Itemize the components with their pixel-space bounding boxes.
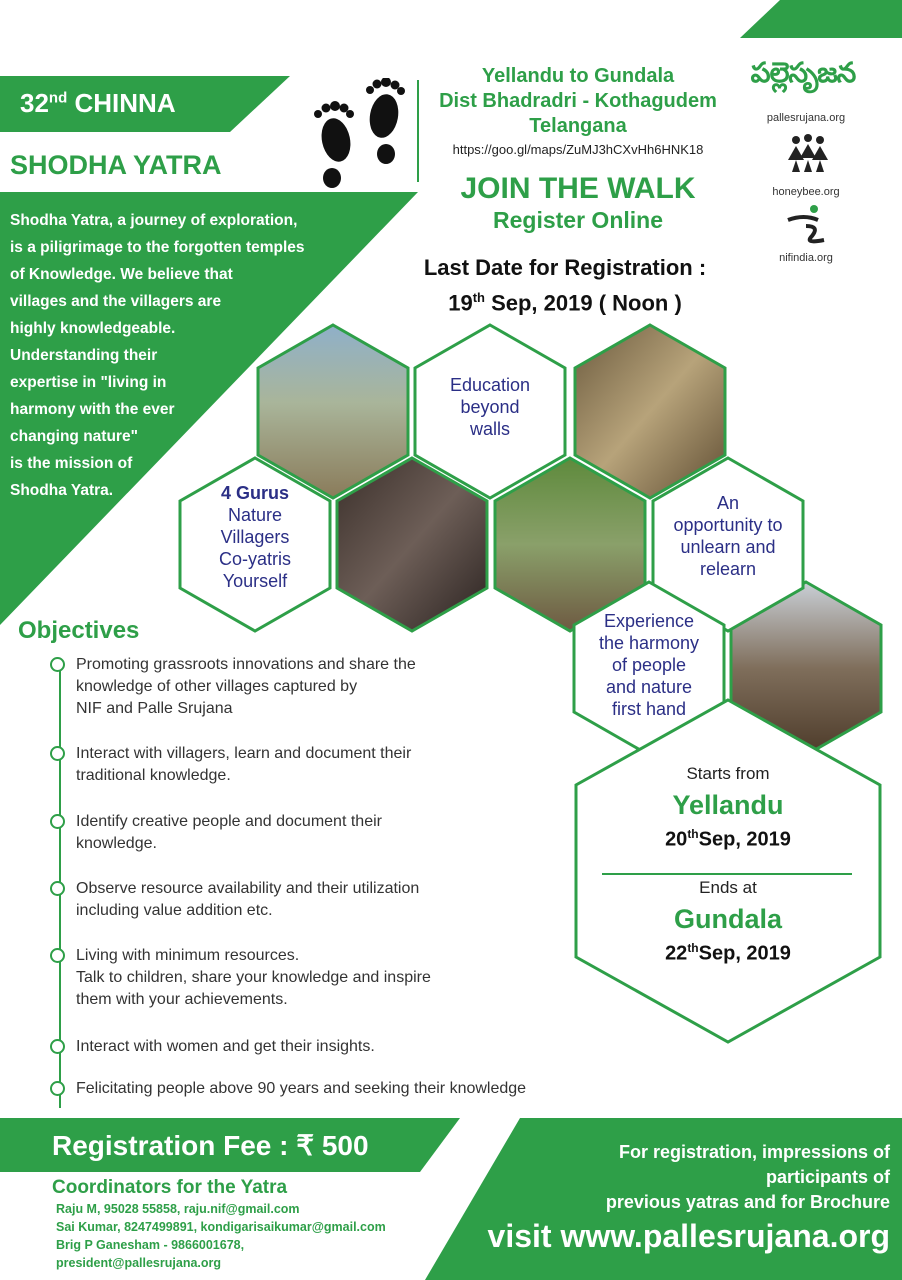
schedule [576, 748, 880, 965]
start-date [576, 827, 880, 852]
end-day: 22 [665, 942, 688, 965]
bullet-icon [50, 814, 65, 829]
edition-name: CHINNA [74, 88, 176, 118]
coordinators-list: Raju M, 95028 55858, raju.nif@gmail.com Sai Kumar, 8247499891, kondigarisaikumar@gmail.com Brig P Ganesham - 9866001678, president@pallesrujana.org [56, 1202, 386, 1270]
event-name: SHODHA YATRA [10, 150, 222, 180]
objective-item [76, 1036, 596, 1058]
gurus-list: Nature Villagers Co-yatris Yourself [218, 505, 291, 591]
hex-gurus-text [192, 482, 318, 592]
bullet-icon [50, 948, 65, 963]
hex-experience-text: Experience the harmony of people and nature first hand [598, 611, 700, 719]
objective-text: Observe resource availability and their utilization including value addition etc. [76, 880, 420, 919]
hex-unlearn-text: An opportunity to unlearn and relearn [673, 493, 783, 579]
bullet-icon [50, 1081, 65, 1096]
palle-srujana-url: pallesrujana.org [766, 112, 846, 124]
honeybee-url: honeybee.org [772, 186, 840, 198]
objective-text: Interact with villagers, learn and document their traditional knowledge. [76, 745, 412, 784]
registration-fee: Registration Fee : ₹ 500 [52, 1130, 369, 1161]
objective-item [76, 945, 596, 1011]
register-online: Register Online [493, 207, 663, 233]
objective-text: Felicitating people above 90 years and seeking their knowledge [76, 1080, 527, 1097]
bullet-icon [50, 881, 65, 896]
edition-suffix: nd [48, 89, 68, 107]
objective-item [76, 878, 596, 922]
objective-item [76, 654, 596, 720]
start-place: Yellandu [672, 790, 784, 820]
gurus-title: 4 Gurus [220, 483, 290, 503]
route-line-2: Dist Bhadradri - Kothagudem [439, 90, 717, 112]
last-date-suffix: th [472, 290, 485, 305]
objective-text: Interact with women and get their insights. [76, 1038, 375, 1055]
coordinators-title: Coordinators for the Yatra [52, 1177, 288, 1198]
route-line-1: Yellandu to Gundala [481, 65, 675, 87]
end-suffix: th [687, 940, 699, 955]
end-date [576, 941, 880, 966]
objective-text: Living with minimum resources. Talk to children, share your knowledge and inspire them with your achievements. [76, 947, 431, 1008]
intro-text: Shodha Yatra, a journey of exploration, is a piligrimage to the forgotten temples of Knowledge. We believe that villages and the villagers are highly knowledgeable. Understanding their expertise in "living in harmony with the ever changing nature" is the mission of Shodha Yatra. [10, 212, 305, 499]
route-line-3: Telangana [529, 115, 627, 137]
starts-label: Starts from [686, 764, 770, 783]
last-date-day: 19 [448, 290, 473, 316]
last-date-rest: Sep, 2019 ( Noon ) [484, 290, 682, 316]
hex-education-text: Education beyond walls [449, 375, 531, 439]
bullet-icon [50, 1039, 65, 1054]
objective-text: Promoting grassroots innovations and share the knowledge of other villages captured by NIF and Palle Srujana [76, 656, 416, 717]
end-place: Gundala [673, 903, 782, 934]
join-heading: JOIN THE WALK [460, 172, 696, 205]
objective-item [76, 743, 596, 787]
bullet-icon [50, 657, 65, 672]
end-rest: Sep, 2019 [698, 942, 791, 965]
edition-number: 32 [20, 88, 49, 118]
start-suffix: th [687, 827, 699, 841]
objectives-title: Objectives [18, 617, 140, 644]
ends-label: Ends at [699, 877, 757, 897]
objective-item [76, 1078, 596, 1100]
last-date-label: Last Date for Registration : [423, 255, 707, 280]
nif-url: nifindia.org [779, 252, 833, 264]
objective-item [76, 811, 596, 855]
objective-text: Identify creative people and document their knowledge. [76, 813, 382, 852]
website-link[interactable]: visit www.pallesrujana.org [487, 1218, 890, 1254]
bullet-icon [50, 746, 65, 761]
map-link[interactable]: https://goo.gl/maps/ZuMJ3hCXvHh6HNK18 [452, 142, 704, 157]
start-rest: Sep, 2019 [698, 828, 791, 851]
visit-description: For registration, impressions of participants of previous yatras and for Brochure [605, 1142, 890, 1212]
start-day: 20 [665, 828, 688, 851]
palle-srujana-wordmark: పల్లెసృజన [750, 56, 856, 89]
